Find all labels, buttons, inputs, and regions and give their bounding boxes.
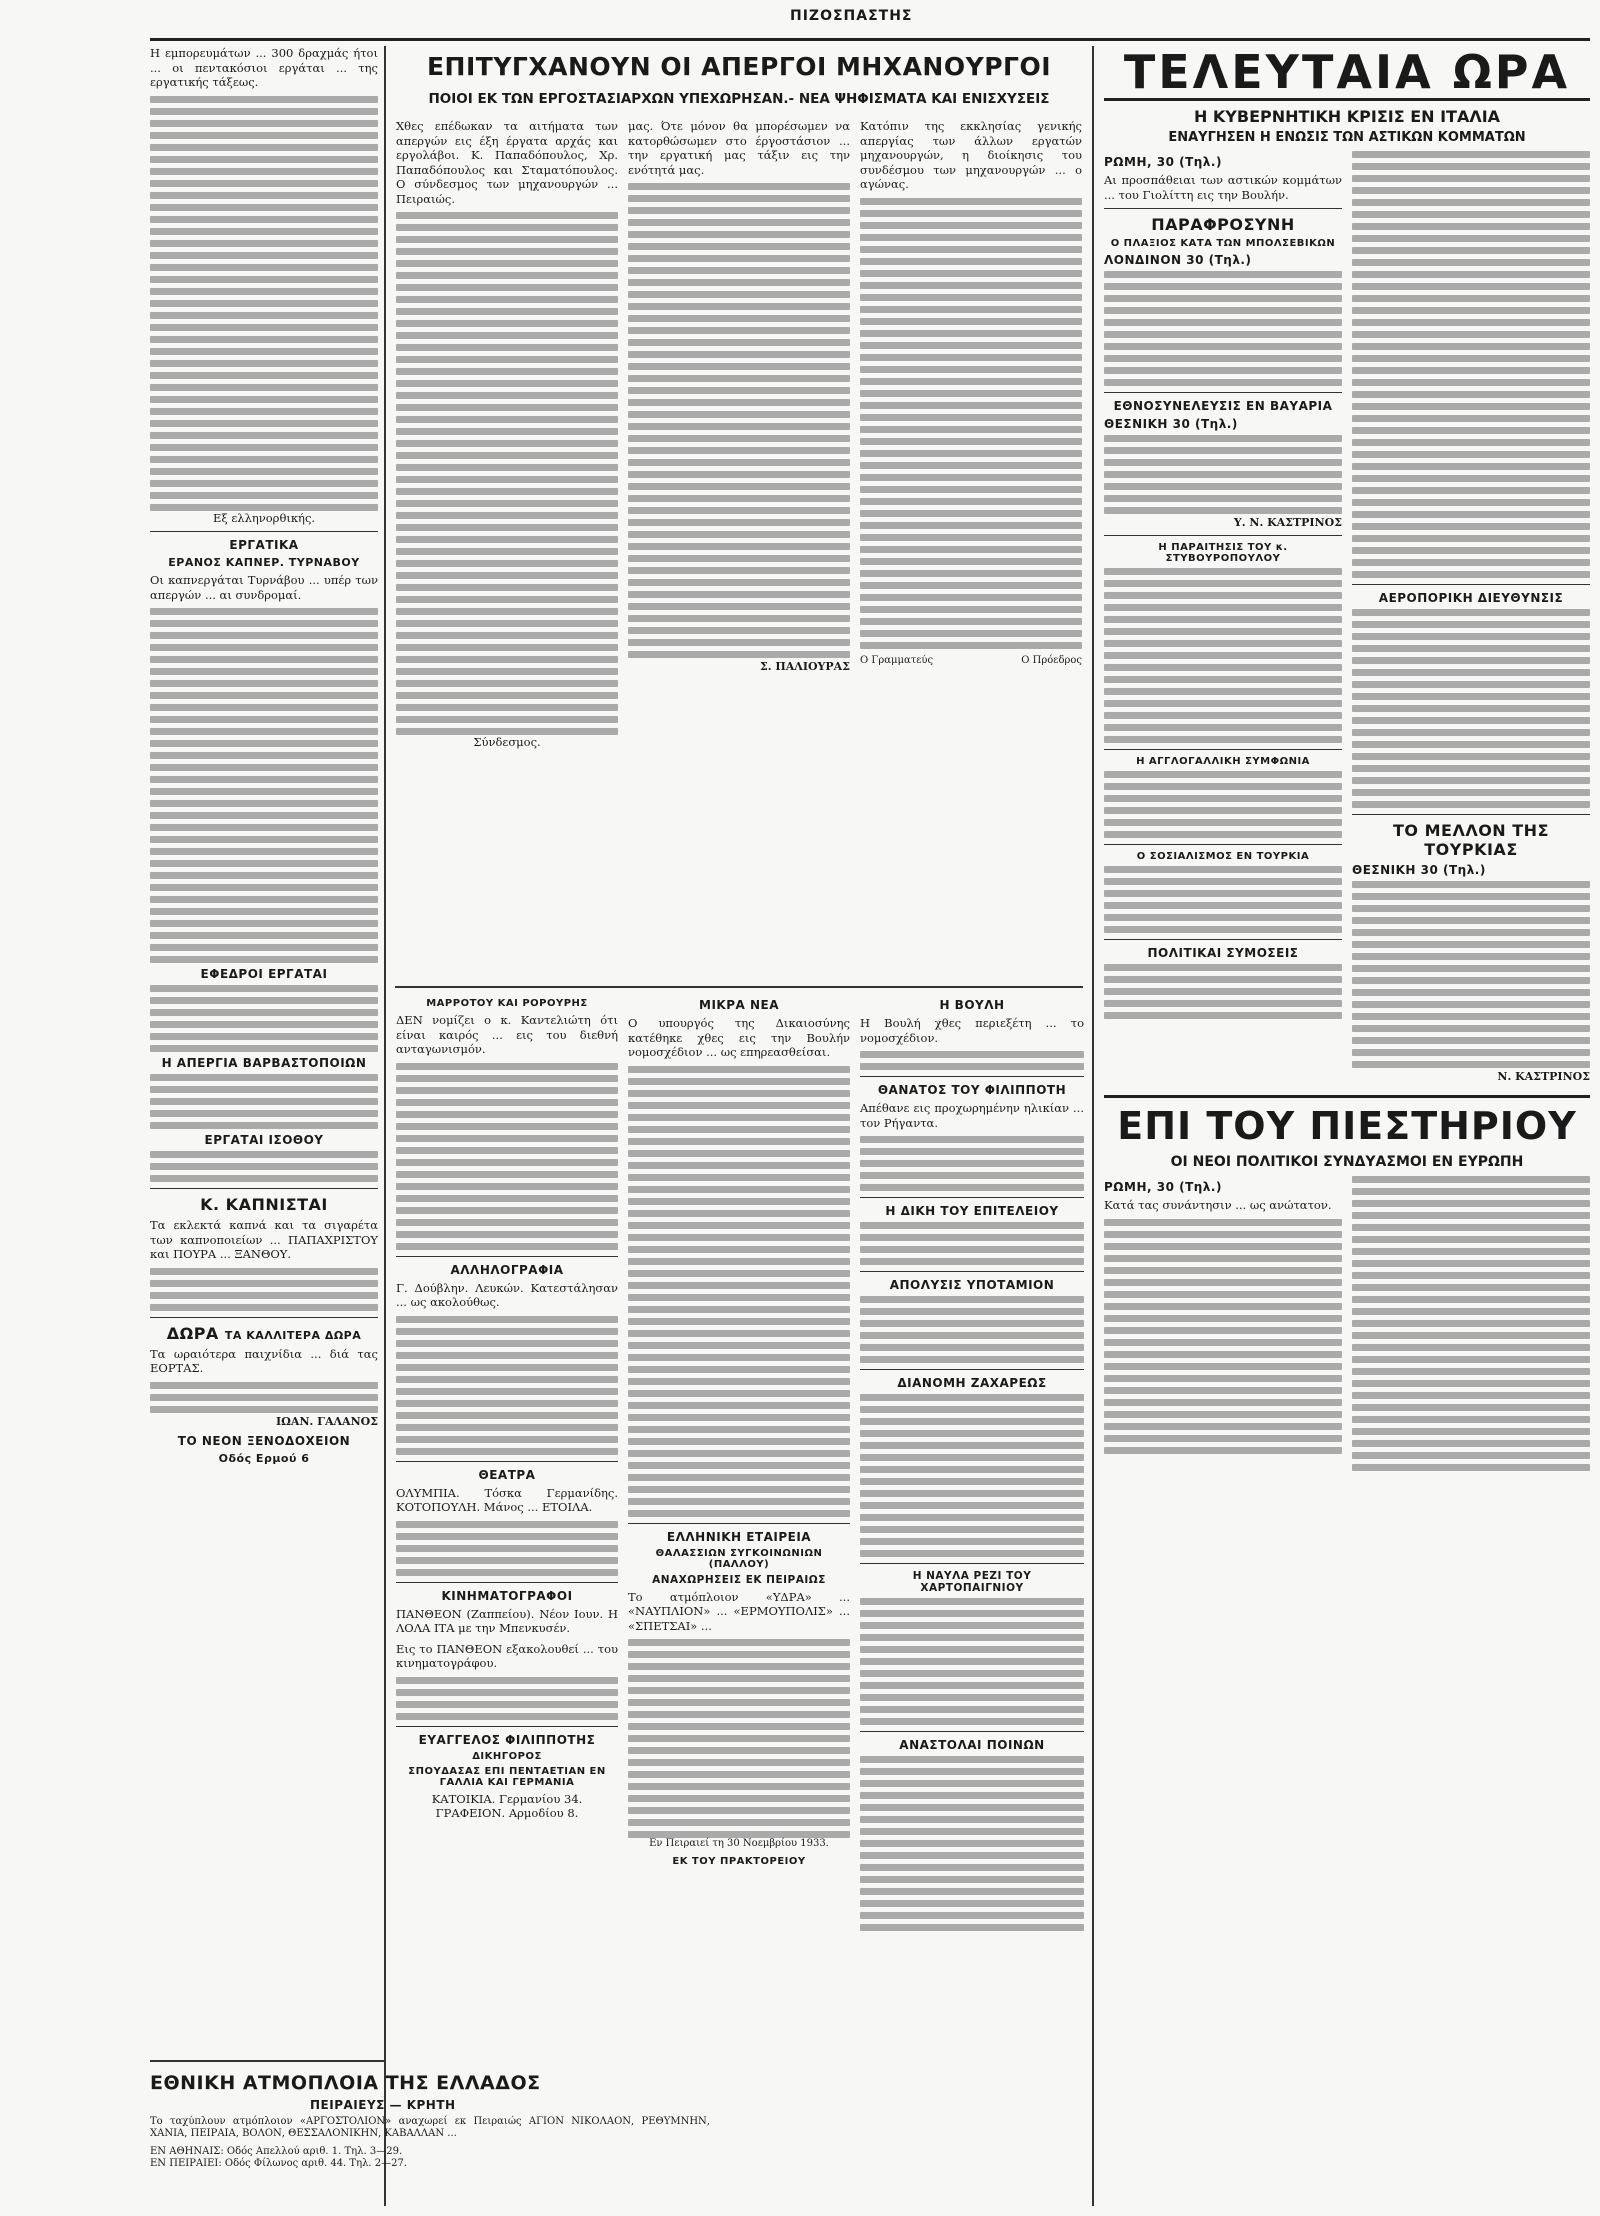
- dora-address: Οδός Ερμού 6: [218, 1451, 310, 1465]
- thanatos-title: ΘΑΝΑΤΟΣ ΤΟΥ ΦΙΛΙΠΠΟΤΗ: [877, 1083, 1067, 1097]
- text-block: [150, 1268, 378, 1311]
- marrotes-text: ΔΕΝ νομίζει ο κ. Καντελιώτη ότι είναι καιρός ... εις του διεθνή ανταγωνισμόν.: [396, 1013, 618, 1056]
- text-block: [150, 985, 378, 1052]
- piestirio-banner: ΕΠΙ ΤΟΥ ΠΙΕΣΤΗΡΙΟΥ: [1117, 1104, 1577, 1148]
- theatra-text: ΟΛΥΜΠΙΑ. Τόσκα Γερμανίδης. ΚΟΤΟΠΟΥΛΗ. Μάνος ... ΕΤΟΙΛΑ.: [396, 1485, 618, 1514]
- anaxoriseis-date: Εν Πειραιεί τη 30 Νοεμβρίου 1933.: [649, 1838, 829, 1849]
- section-rule: [150, 2060, 384, 2062]
- kastrinos-sign: Υ. Ν. ΚΑΣΤΡΙΝΟΣ: [1233, 516, 1342, 529]
- main-col3-text: Κατόπιν της εκκλησίας γενικής απεργίας των άλλων εργατών μηχανουργών, η διοίκησις του συνδέσμου των μηχανουργών ... ο αγώνας.: [860, 119, 1082, 191]
- text-block: [150, 96, 378, 511]
- right-column: [1104, 46, 1590, 2206]
- right-col-b: [1352, 151, 1590, 1089]
- kapnistai-title: Κ. ΚΑΠΝΙΣΤΑΙ: [200, 1195, 328, 1214]
- lower-col-1: [396, 994, 618, 2054]
- mellon-dateline: ΘΕΣΝΙΚΗ 30 (Τηλ.): [1352, 863, 1486, 877]
- vouli-title: Η ΒΟΥΛΗ: [939, 998, 1005, 1012]
- main-story: [396, 46, 1082, 981]
- parafrosini-dateline: ΛΟΝΔΙΝΟΝ 30 (Τηλ.): [1104, 253, 1252, 267]
- diki-title: Η ΔΙΚΗ ΤΟΥ ΕΠΙΤΕΛΕΙΟΥ: [885, 1204, 1059, 1218]
- shipping-athens: ΕΝ ΑΘΗΝΑΙΣ: Οδός Απελλού αριθ. 1. Τηλ. 3—29.: [150, 2146, 403, 2157]
- anaxoriseis-sign: ΕΚ ΤΟΥ ΠΡΑΚΤΟΡΕΙΟΥ: [672, 1856, 806, 1867]
- paraitisi-title: Η ΠΑΡΑΙΤΗΣΙΣ ΤΟΥ κ. ΣΤΥΒΟΥΡΟΠΟΥΛΟΥ: [1158, 542, 1288, 564]
- mikra-nea-text: Ο υπουργός της Δικαιοσύνης κατέθηκε χθες εις την Βουλήν νομοσχέδιον ... ως επηρεασθείσαι.: [628, 1016, 850, 1059]
- thanatos-text: Απέθανε εις προχωρημένην ηλικίαν ... τον Ρήγαντα.: [860, 1101, 1084, 1130]
- xartopaignion-title: Η ΝΑΥΛΑ ΡΕΖΙ ΤΟΥ ΧΑΡΤΟΠΑΙΓΝΙΟΥ: [912, 1570, 1032, 1594]
- main-headline: ΕΠΙΤΥΓΧΑΝΟΥΝ ΟΙ ΑΠΕΡΓΟΙ ΜΗΧΑΝΟΥΡΓΟΙ: [426, 52, 1052, 81]
- theatra-title: ΘΕΑΤΡΑ: [478, 1467, 536, 1482]
- text-block: [150, 1074, 378, 1129]
- kinimatografoi-title: ΚΙΝΗΜΑΤΟΓΡΑΦΟΙ: [441, 1588, 573, 1603]
- section-rule: [395, 986, 1083, 988]
- piestirio-subtitle: ΟΙ ΝΕΟΙ ΠΟΛΙΤΙΚΟΙ ΣΥΝΔΥΑΣΜΟΙ ΕΝ ΕΥΡΩΠΗ: [1170, 1154, 1524, 1170]
- right-col-a: [1104, 151, 1342, 1089]
- italy-title: Η ΚΥΒΕΡΝΗΤΙΚΗ ΚΡΙΣΙΣ ΕΝ ΙΤΑΛΙΑ: [1193, 107, 1501, 126]
- sosialismos-title: Ο ΣΟΣΙΑΛΙΣΜΟΣ ΕΝ ΤΟΥΡΚΙΑ: [1136, 851, 1310, 862]
- shipping-ad: [150, 2068, 1090, 2208]
- parafrosini-title: ΠΑΡΑΦΡΟΣΥΝΗ: [1151, 215, 1295, 234]
- apolyseis-title: ΑΠΟΛΥΣΙΣ ΥΠΟΤΑΜΙΟΝ: [889, 1278, 1055, 1292]
- shipping-piraeus: ΕΝ ΠΕΙΡΑΙΕΙ: Οδός Φίλωνος αριθ. 44. Τηλ. 2—27.: [150, 2158, 408, 2169]
- shipping-route: ΠΕΙΡΑΙΕΥΣ — ΚΡΗΤΗ: [310, 2098, 456, 2112]
- main-col-3: [860, 119, 1082, 756]
- intro-text: Η εμπορευμάτων ... 300 δραχμάς ήτοι ... οι πεντακόσιοι εργάται ... της εργατικής τάξεως.: [150, 46, 378, 89]
- vouli-text: Η Βουλή χθες περιεξέτη ... το νομοσχέδιον.: [860, 1016, 1084, 1045]
- vavaria-dateline: ΘΕΣΝΙΚΗ 30 (Τηλ.): [1104, 417, 1238, 431]
- text-block: [150, 1382, 378, 1413]
- elliniki-subtitle: ΘΑΛΑΣΣΙΩΝ ΣΥΓΚΟΙΝΩΝΙΩΝ (ΠΑΛΛΟΥ): [655, 1547, 823, 1570]
- vavaria-title: ΕΘΝΟΣΥΝΕΛΕΥΣΙΣ ΕΝ ΒΑΥΑΡΙΑ: [1113, 399, 1333, 413]
- dora-title-2: ΤΑ ΚΑΛΛΙΤΕΡΑ ΔΩΡΑ: [224, 1328, 362, 1342]
- main-col1-text: Χθες επέδωκαν τα αιτήματα των απεργών εις έξη έργατα αρχάς και εργολάβοι. Κ. Παπαδόπουλος, Χρ. Παπαδόπουλος και Σταματόπουλος. Ο σύνδεσμος των μηχανουργών ... Πειραιώς.: [396, 119, 618, 206]
- lawyer-address: ΚΑΤΟΙΚΙΑ. Γερμανίου 34. ΓΡΑΦΕΙΟΝ. Αρμοδίου 8.: [431, 1791, 583, 1820]
- piestirio-col-b: [1352, 1176, 1590, 1471]
- kinimatografoi-text: ΠΑΝΘΕΟΝ (Ζαππείου). Νέον Ιουν. Η ΛΟΛΑ ΙΤΑ με την Μπενκυσέν.: [396, 1606, 618, 1635]
- kapnistai-text: Τα εκλεκτά καπνά και τα σιγαρέτα των καπνοποιείων ... ΠΑΠΑΧΡΙΣΤΟΥ και ΠΟΥΡΑ ... ΞΑΝΘΟΥ.: [150, 1218, 378, 1261]
- anaxoriseis-title: ΑΝΑΧΩΡΗΣΕΙΣ ΕΚ ΠΕΙΡΑΙΩΣ: [652, 1573, 826, 1586]
- isotis-title: ΕΡΓΑΤΑΙ ΙΣΟΘΟΥ: [204, 1133, 324, 1147]
- intro-end: Εξ ελληνορθικής.: [212, 510, 316, 525]
- paper-name: ΠΙΖΟΣΠΑΣΤΗΣ: [790, 8, 913, 24]
- lower-col-3: [860, 994, 1084, 2054]
- column-rule: [384, 46, 386, 2206]
- main-col2-text: μας. Ότε μόνον θα μπορέσωμεν να κατορθώσωμεν στο έργοστάσιον ... την εργατική μας τάξιν εις την ενότητά μας.: [628, 119, 850, 177]
- main-col-1: [396, 119, 618, 756]
- sign-left: Ο Γραμματεύς: [860, 654, 934, 666]
- dora-shop: ΤΟ ΝΕΟΝ ΞΕΝΟΔΟΧΕΙΟΝ: [177, 1433, 351, 1448]
- shipping-title: ΕΘΝΙΚΗ ΑΤΜΟΠΛΟΙΑ ΤΗΣ ΕΛΛΑΔΟΣ: [150, 2072, 541, 2094]
- piestirio-text: Κατά τας συνάντησιν ... ως ανώτατον.: [1104, 1198, 1332, 1212]
- shipping-text: Το ταχύπλουν ατμόπλοιον «ΑΡΓΟΣΤΟΛΙΟΝ» αναχωρεί εκ Πειραιώς ΑΓΙΟΝ ΝΙΚΟΛΑΟΝ, ΡΕΘΥΜΝΗΝ, ΧΑΝΙΑ, ΠΕΙΡΑΙΑ, ΒΟΛΟΝ, ΘΕΣΣΑΛΟΝΙΚΗΝ, ΚΑΒΑΛΛΑΝ ...: [150, 2116, 710, 2139]
- italy-dateline: ΡΩΜΗ, 30 (Τηλ.): [1104, 155, 1222, 169]
- italy-text: Αι προσπάθειαι των αστικών κομμάτων ... του Γιολίττη εις την Βουλήν.: [1104, 173, 1342, 202]
- parafrosini-subtitle: Ο ΠΛΑΞΙΟΣ ΚΑΤΑ ΤΩΝ ΜΠΟΛΣΕΒΙΚΩΝ: [1110, 238, 1336, 249]
- aeroporiki-title: ΑΕΡΟΠΟΡΙΚΗ ΔΙΕΥΘΥΝΣΙΣ: [1378, 591, 1564, 605]
- lower-col-2: [628, 994, 850, 2054]
- column-rule: [1092, 46, 1094, 2206]
- piestirio-col-a: [1104, 1176, 1342, 1471]
- allilografia-title: ΑΛΛΗΛΟΓΡΑΦΙΑ: [450, 1262, 564, 1277]
- dora-text: Τα ωραιότερα παιχνίδια ... διά τας ΕΟΡΤΑΣ.: [150, 1346, 378, 1375]
- left-column: [150, 46, 378, 2056]
- ergatika-text: Οι καπνεργάται Τυρνάβου ... υπέρ των απεργών ... αι συνδρομαί.: [150, 573, 378, 602]
- agglogalliki-title: Η ΑΓΓΛΟΓΑΛΛΙΚΗ ΣΥΜΦΩΝΙΑ: [1136, 756, 1310, 767]
- ergatika-title: ΕΡΓΑΤΙΚΑ: [229, 538, 299, 552]
- marrotes-title: ΜΑΡΡΟΤΟΥ ΚΑΙ ΡΟΡΟΥΡΗΣ: [426, 998, 588, 1009]
- mellon-sign: Ν. ΚΑΣΤΡΙΝΟΣ: [1497, 1070, 1590, 1083]
- mikra-nea-title: ΜΙΚΡΑ ΝΕΑ: [699, 998, 779, 1012]
- italy-subtitle: ΕΝΑΥΓΗΣΕΝ Η ΕΝΩΣΙΣ ΤΩΝ ΑΣΤΙΚΩΝ ΚΟΜΜΑΤΩΝ: [1168, 130, 1526, 145]
- main-col-2: [628, 119, 850, 756]
- ergatika-subtitle: ΕΡΑΝΟΣ ΚΑΠΝΕΡ. ΤΥΡΝΑΒΟΥ: [168, 556, 360, 569]
- lawyer-text: ΣΠΟΥΔΑΣΑΣ ΕΠΙ ΠΕΝΤΑΕΤΙΑΝ ΕΝ ΓΑΛΛΙΑ ΚΑΙ ΓΕΡΜΑΝΙΑ: [408, 1765, 606, 1788]
- dora-sign: ΙΩΑΝ. ΓΑΛΑΝΟΣ: [275, 1414, 378, 1428]
- text-block: [150, 608, 378, 963]
- lawyer-name: ΕΥΑΓΓΕΛΟΣ ΦΙΛΙΠΠΟΤΗΣ: [418, 1732, 596, 1747]
- masthead-bar: [150, 8, 1590, 41]
- dora-title: [150, 1324, 378, 1343]
- lawyer-title: ΔΙΚΗΓΟΡΟΣ: [472, 1750, 542, 1762]
- main-signature: Σ. ΠΑΛΙΟΥΡΑΣ: [759, 660, 850, 673]
- elliniki-title: ΕΛΛΗΝΙΚΗ ΕΤΑΙΡΕΙΑ: [666, 1529, 812, 1544]
- politikai-title: ΠΟΛΙΤΙΚΑΙ ΣΥΜΟΣΕΙΣ: [1147, 946, 1299, 960]
- sign-right: Ο Πρόεδρος: [1021, 654, 1082, 666]
- panteon-text: Εις το ΠΑΝΘΕΟΝ εξακολουθεί ... του κινηματογράφου.: [396, 1641, 618, 1670]
- mellon-title: ΤΟ ΜΕΛΛΟΝ ΤΗΣ ΤΟΥΡΚΙΑΣ: [1393, 821, 1549, 859]
- main-subheadline: ΠΟΙΟΙ ΕΚ ΤΩΝ ΕΡΓΟΣΤΑΣΙΑΡΧΩΝ ΥΠΕΧΩΡΗΣΑΝ.- ΝΕΑ ΨΗΦΙΣΜΑΤΑ ΚΑΙ ΕΝΙΣΧΥΣΕΙΣ: [428, 91, 1050, 107]
- dora-title-1: ΔΩΡΑ: [166, 1323, 219, 1343]
- text-block: [150, 1151, 378, 1182]
- allilografia-text: Γ. Δούβλην. Λευκών. Κατεστάλησαν ... ως ακολούθως.: [396, 1280, 618, 1309]
- apergia-title: Η ΑΠΕΡΓΙΑ ΒΑΡΒΑΣΤΟΠΟΙΩΝ: [161, 1056, 367, 1070]
- main-col1-end: Σύνδεσμος.: [473, 735, 541, 749]
- last-hour-banner: ΤΕΛΕΥΤΑΙΑ ΩΡΑ: [1104, 46, 1590, 101]
- dianomi-title: ΔΙΑΝΟΜΗ ΖΑΧΑΡΕΩΣ: [897, 1376, 1047, 1390]
- piestirio-dateline: ΡΩΜΗ, 30 (Τηλ.): [1104, 1180, 1222, 1194]
- anaxoriseis-text: Το ατμόπλοιον «ΥΔΡΑ» ... «ΝΑΥΠΛΙΟΝ» ... «ΕΡΜΟΥΠΟΛΙΣ» ... «ΣΠΕΤΣΑΙ» ...: [628, 1589, 850, 1633]
- eperoi-title: ΕΦΕΔΡΟΙ ΕΡΓΑΤΑΙ: [200, 967, 328, 981]
- anastolai-title: ΑΝΑΣΤΟΛΑΙ ΠΟΙΝΩΝ: [899, 1738, 1045, 1752]
